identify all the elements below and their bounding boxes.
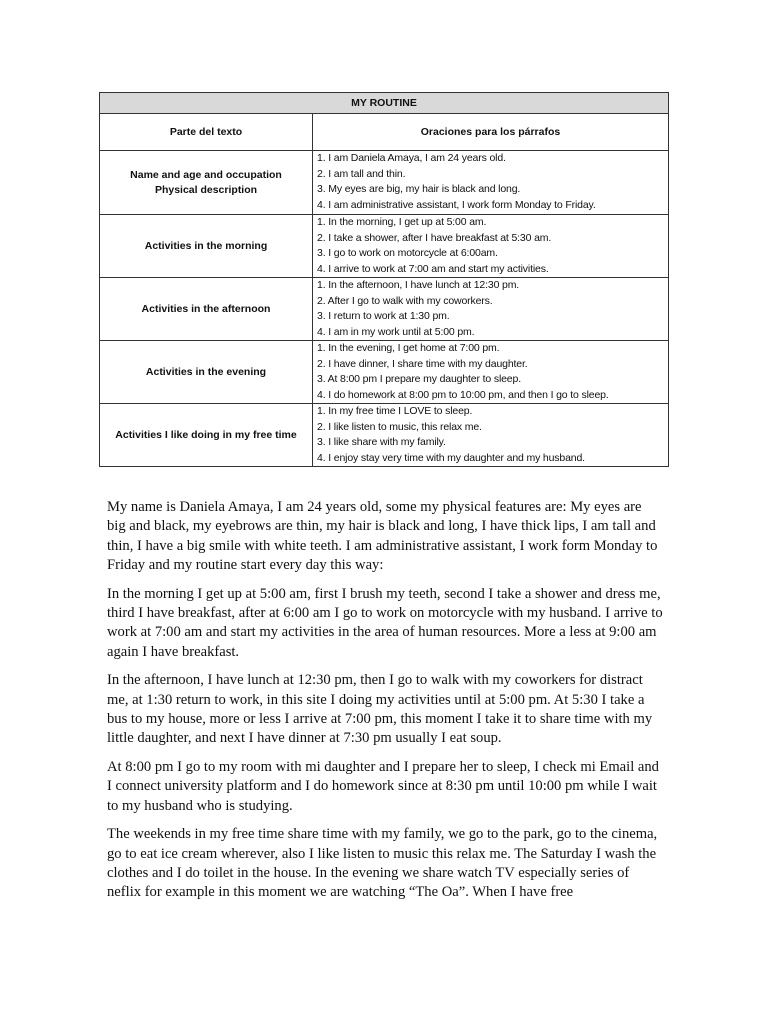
sentence: 4. I arrive to work at 7:00 am and start my activities.	[317, 262, 549, 275]
sentence: 1. In the afternoon, I have lunch at 12:30 pm.	[317, 279, 520, 291]
sentence: 2. I like listen to music, this relax me.	[317, 420, 482, 433]
sentence-list	[313, 278, 669, 341]
sentence: 1. I am Daniela Amaya, I am 24 years old.	[317, 152, 506, 164]
sentence: 3. My eyes are big, my hair is black and long.	[317, 183, 521, 195]
header-parte-del-texto: Parte del texto	[100, 114, 313, 151]
section-label-line: Physical description	[154, 183, 258, 196]
table-row	[100, 278, 669, 341]
sentence-list	[313, 151, 669, 215]
essay-paragraph: The weekends in my free time share time with my family, we go to the park, go to the cinema, go to eat ice cream wherever, also I like listen to music this relax me. The Saturday I wash the clothes and I do toilet in the house. In the evening we share watch TV especially series of neflix for example in this moment we are watching “The Oa”. When I have free	[107, 826, 658, 901]
sentence: 4. I do homework at 8:00 pm to 10:00 pm, and then I go to sleep.	[317, 388, 609, 401]
header-oraciones: Oraciones para los párrafos	[313, 114, 669, 151]
essay-paragraph: In the afternoon, I have lunch at 12:30 pm, then I go to walk with my coworkers for distract me, at 1:30 return to work, in this site I doing my activities until at 5:00 pm. At 5:30 I take a bus to my house, more or less I arrive at 7:00 pm, this moment I take it to share time with my little daughter, and next I have dinner at 7:30 pm usually I eat soup.	[107, 672, 653, 747]
section-label-line: Activities in the morning	[144, 239, 268, 252]
table-header-row	[100, 114, 669, 151]
table-row	[100, 215, 669, 278]
sentence: 2. After I go to walk with my coworkers.	[317, 294, 493, 307]
essay-paragraph: My name is Daniela Amaya, I am 24 years old, some my physical features are: My eyes are big and black, my eyebrows are thin, my hair is black and long, I have thick lips, I am tall and thin, I have a big smile with white teeth. I am administrative assistant, I work form Monday to Friday and my routine start every day this way:	[107, 499, 658, 574]
section-label-line: Activities in the evening	[145, 365, 267, 378]
section-label	[100, 278, 313, 341]
section-label	[100, 404, 313, 467]
sentence: 2. I have dinner, I share time with my daughter.	[317, 357, 528, 370]
sentence: 1. In the evening, I get home at 7:00 pm.	[317, 342, 500, 354]
table-row	[100, 151, 669, 215]
table-row	[100, 341, 669, 404]
sentence: 4. I am administrative assistant, I work form Monday to Friday.	[317, 198, 596, 211]
section-label-line: Name and age and occupation	[130, 168, 282, 181]
section-label	[100, 215, 313, 278]
sentence: 3. I return to work at 1:30 pm.	[317, 310, 450, 322]
sentence: 2. I am tall and thin.	[317, 167, 406, 180]
sentence: 3. I like share with my family.	[317, 436, 446, 448]
sentence: 1. In my free time I LOVE to sleep.	[317, 405, 473, 417]
sentence: 4. I am in my work until at 5:00 pm.	[317, 325, 475, 338]
section-label-line: Activities in the afternoon	[141, 302, 271, 315]
sentence-list	[313, 341, 669, 404]
table-row	[100, 404, 669, 467]
sentence: 3. I go to work on motorcycle at 6:00am.	[317, 247, 498, 259]
table-title-row	[100, 93, 669, 114]
sentence: 4. I enjoy stay very time with my daughter and my husband.	[317, 451, 585, 464]
table-title: MY ROUTINE	[100, 93, 669, 114]
sentence: 1. In the morning, I get up at 5:00 am.	[317, 216, 487, 228]
essay-paragraph: In the morning I get up at 5:00 am, first I brush my teeth, second I take a shower and dress me, third I have breakfast, after at 6:00 am I go to work on motorcycle with my husband. I arrive to work at 7:00 am and start my activities in the area of human resources. More a less at 9:00 am again I have breakfast.	[107, 585, 663, 660]
sentence-list	[313, 215, 669, 278]
essay-body	[107, 498, 663, 912]
section-label	[100, 341, 313, 404]
sentence-list	[313, 404, 669, 467]
essay-paragraph: At 8:00 pm I go to my room with mi daughter and I prepare her to sleep, I check mi Email and I connect university platform and I do homework since at 8:30 pm until 10:00 pm while I wait to my husband who is studying.	[107, 758, 659, 814]
section-label	[100, 151, 313, 215]
section-label-line: Activities I like doing in my free time	[115, 428, 297, 441]
sentence: 2. I take a shower, after I have breakfast at 5:30 am.	[317, 231, 552, 244]
routine-table	[99, 92, 669, 467]
sentence: 3. At 8:00 pm I prepare my daughter to sleep.	[317, 373, 521, 385]
